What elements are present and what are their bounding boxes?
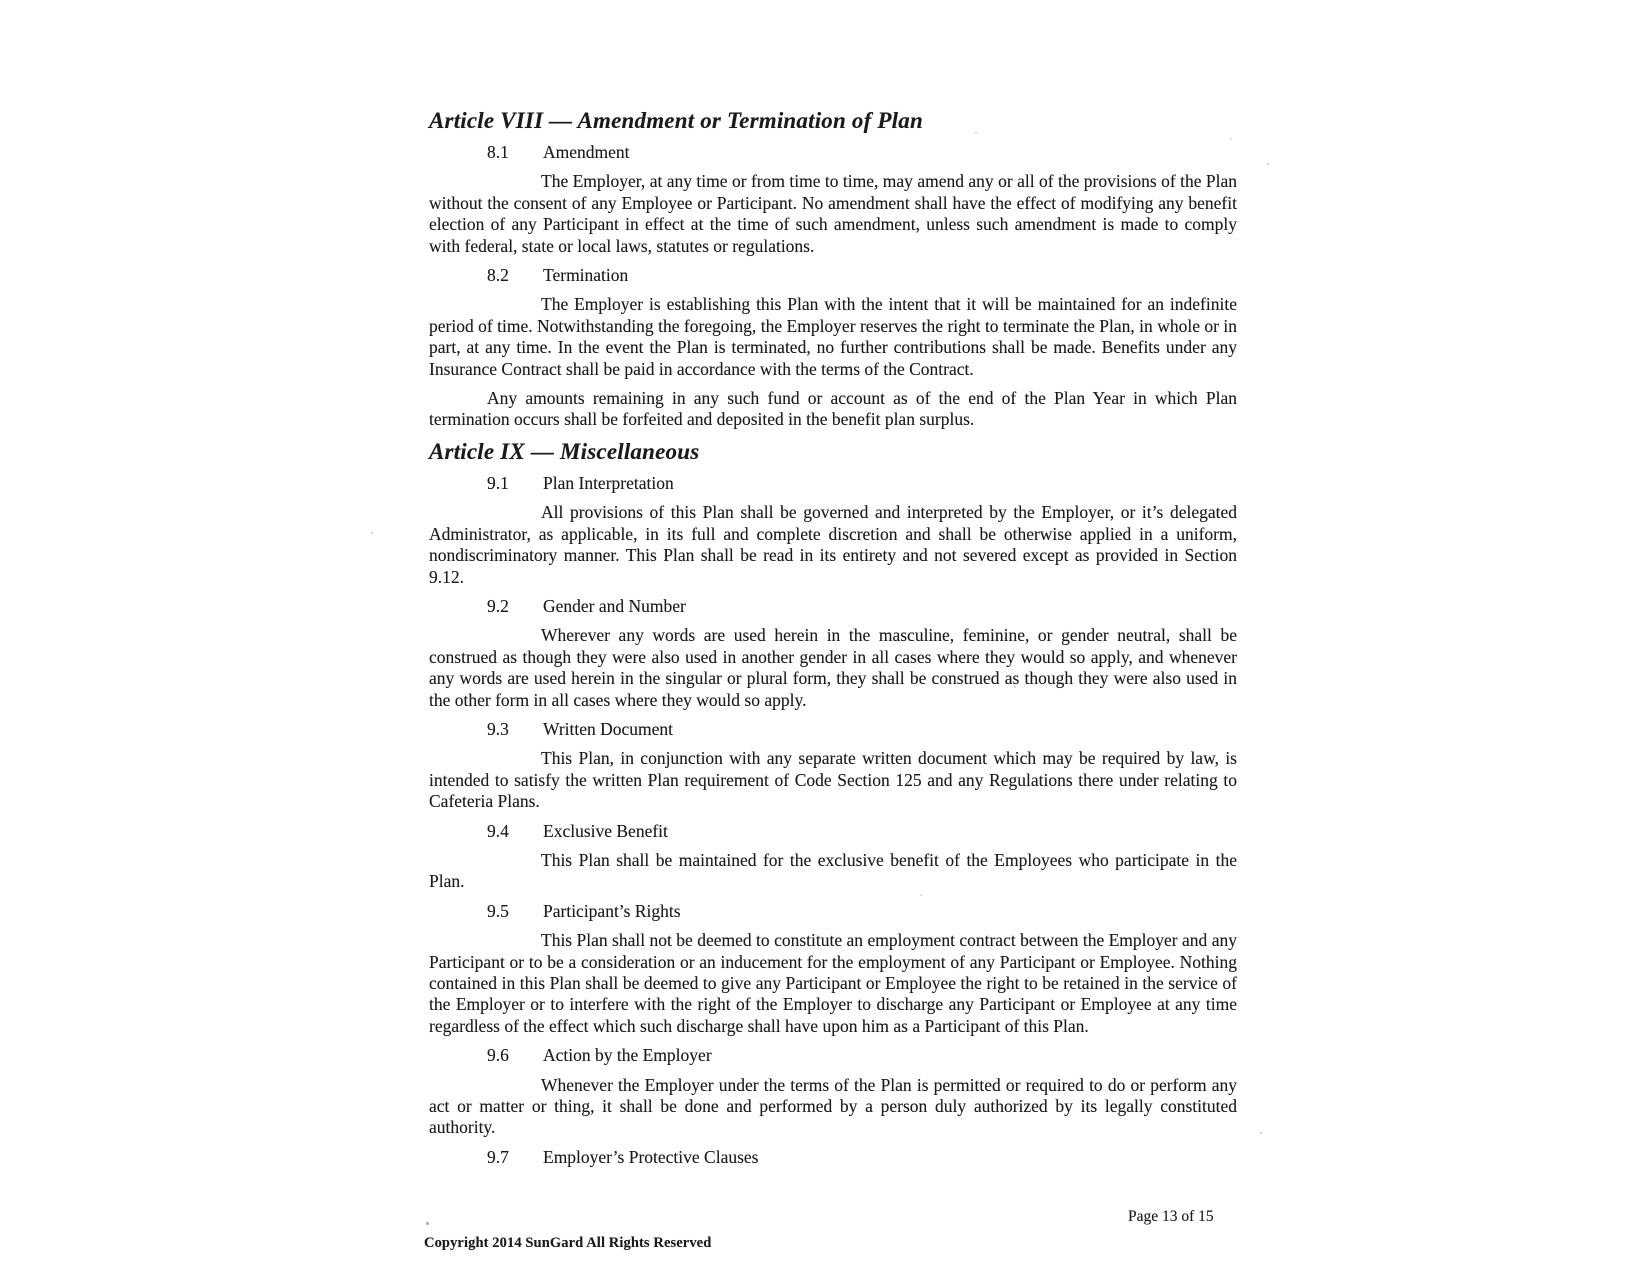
section-heading-9-7 [429,1147,1237,1168]
section-number: 9.4 [487,820,509,841]
section-title: Termination [543,265,629,286]
scan-speck [975,132,977,134]
article-ix-heading: Article IX — Miscellaneous [429,438,700,464]
section-9-4-paragraph: This Plan shall be maintained for the exclusive benefit of the Employees who participate in the Plan. [429,849,1237,892]
section-8-2-paragraph-1: The Employer is establishing this Plan with the intent that it will be maintained for an indefinite period of time. Notwithstanding the foregoing, the Employer reserves the right to terminate the Plan, in whole or in part, at any time. In the event the Plan is terminated, no further contributions shall be made. Benefits under any Insurance Contract shall be paid in accordance with the terms of the Contract. [429,294,1237,379]
section-number: 9.7 [487,1146,509,1167]
section-8-2-paragraph-2: Any amounts remaining in any such fund or account as of the end of the Plan Year in which Plan termination occurs shall be forfeited and deposited in the benefit plan surplus. [429,388,1237,430]
scan-speck [1267,163,1269,165]
section-title: Exclusive Benefit [543,820,668,841]
scan-speck [920,894,922,896]
plan-document-body [429,108,1237,1176]
section-title: Gender and Number [543,595,686,616]
section-heading-9-2 [429,596,1237,617]
section-number: 8.1 [487,142,509,162]
scan-speck [1230,138,1232,140]
section-heading-9-3 [429,719,1237,740]
section-9-2-paragraph: Wherever any words are used herein in the masculine, feminine, or gender neutral, shall be construed as though they were also used in another gender in all cases where they would so apply, and whenever any words are used herein in the singular or plural form, they shall be construed as though they were also used in the other form in all cases where they would so apply. [429,625,1237,710]
scan-speck [426,1222,429,1225]
section-9-6-paragraph: Whenever the Employer under the terms of the Plan is permitted or required to do or perform any act or matter or thing, it shall be done and performed by a person duly authorized by its legally constituted authority. [429,1074,1237,1138]
section-heading-9-1 [429,473,1237,494]
section-title: Action by the Employer [543,1045,712,1066]
section-number: 9.3 [487,718,509,739]
section-heading-9-6 [429,1045,1237,1066]
section-number: 9.1 [487,472,509,493]
section-heading-8-2 [429,265,1237,286]
section-9-5-paragraph: This Plan shall not be deemed to constitute an employment contract between the Employer and any Participant or to be a consideration or an inducement for the employment of any Participant or Employee. Nothing contained in this Plan shall be deemed to give any Participant or Employee the right to be retained in the service of the Employer or to interfere with the right of the Employer to discharge any Participant or Employee at any time regardless of the effect which such discharge shall have upon him as a Participant of this Plan. [429,930,1237,1036]
scan-speck [1260,1132,1262,1134]
section-heading-9-4 [429,821,1237,842]
section-9-3-paragraph: This Plan, in conjunction with any separate written document which may be required by law, is intended to satisfy the written Plan requirement of Code Section 125 and any Regulations there under relating to Cafeteria Plans. [429,748,1237,812]
section-title: Employer’s Protective Clauses [543,1146,759,1167]
section-9-1-paragraph: All provisions of this Plan shall be governed and interpreted by the Employer, or it’s delegated Administrator, as applicable, in its full and complete discretion and shall be otherwise applied in a uniform, nondiscriminatory manner. This Plan shall be read in its entirety and not severed except as provided in Section 9.12. [429,502,1237,587]
copyright-notice: Copyright 2014 SunGard All Rights Reserved [424,1235,712,1251]
section-title: Participant’s Rights [543,900,681,921]
article-viii-heading: Article VIII — Amendment or Termination of Plan [429,108,923,133]
section-heading-8-1 [429,142,1237,163]
scan-speck [1014,686,1016,688]
section-heading-9-5 [429,901,1237,922]
section-title: Amendment [543,142,630,162]
section-number: 8.2 [487,265,509,286]
section-number: 9.6 [487,1045,509,1066]
section-number: 9.2 [487,595,509,616]
section-8-1-paragraph: The Employer, at any time or from time to time, may amend any or all of the provisions of the Plan without the consent of any Employee or Participant. No amendment shall have the effect of modifying any benefit election of any Participant in effect at the time of such amendment, unless such amendment is made to comply with federal, state or local laws, statutes or regulations. [429,171,1237,256]
section-title: Plan Interpretation [543,472,674,493]
page-number: Page 13 of 15 [1128,1208,1214,1225]
scan-speck [371,532,373,534]
section-title: Written Document [543,718,674,739]
section-number: 9.5 [487,900,509,921]
